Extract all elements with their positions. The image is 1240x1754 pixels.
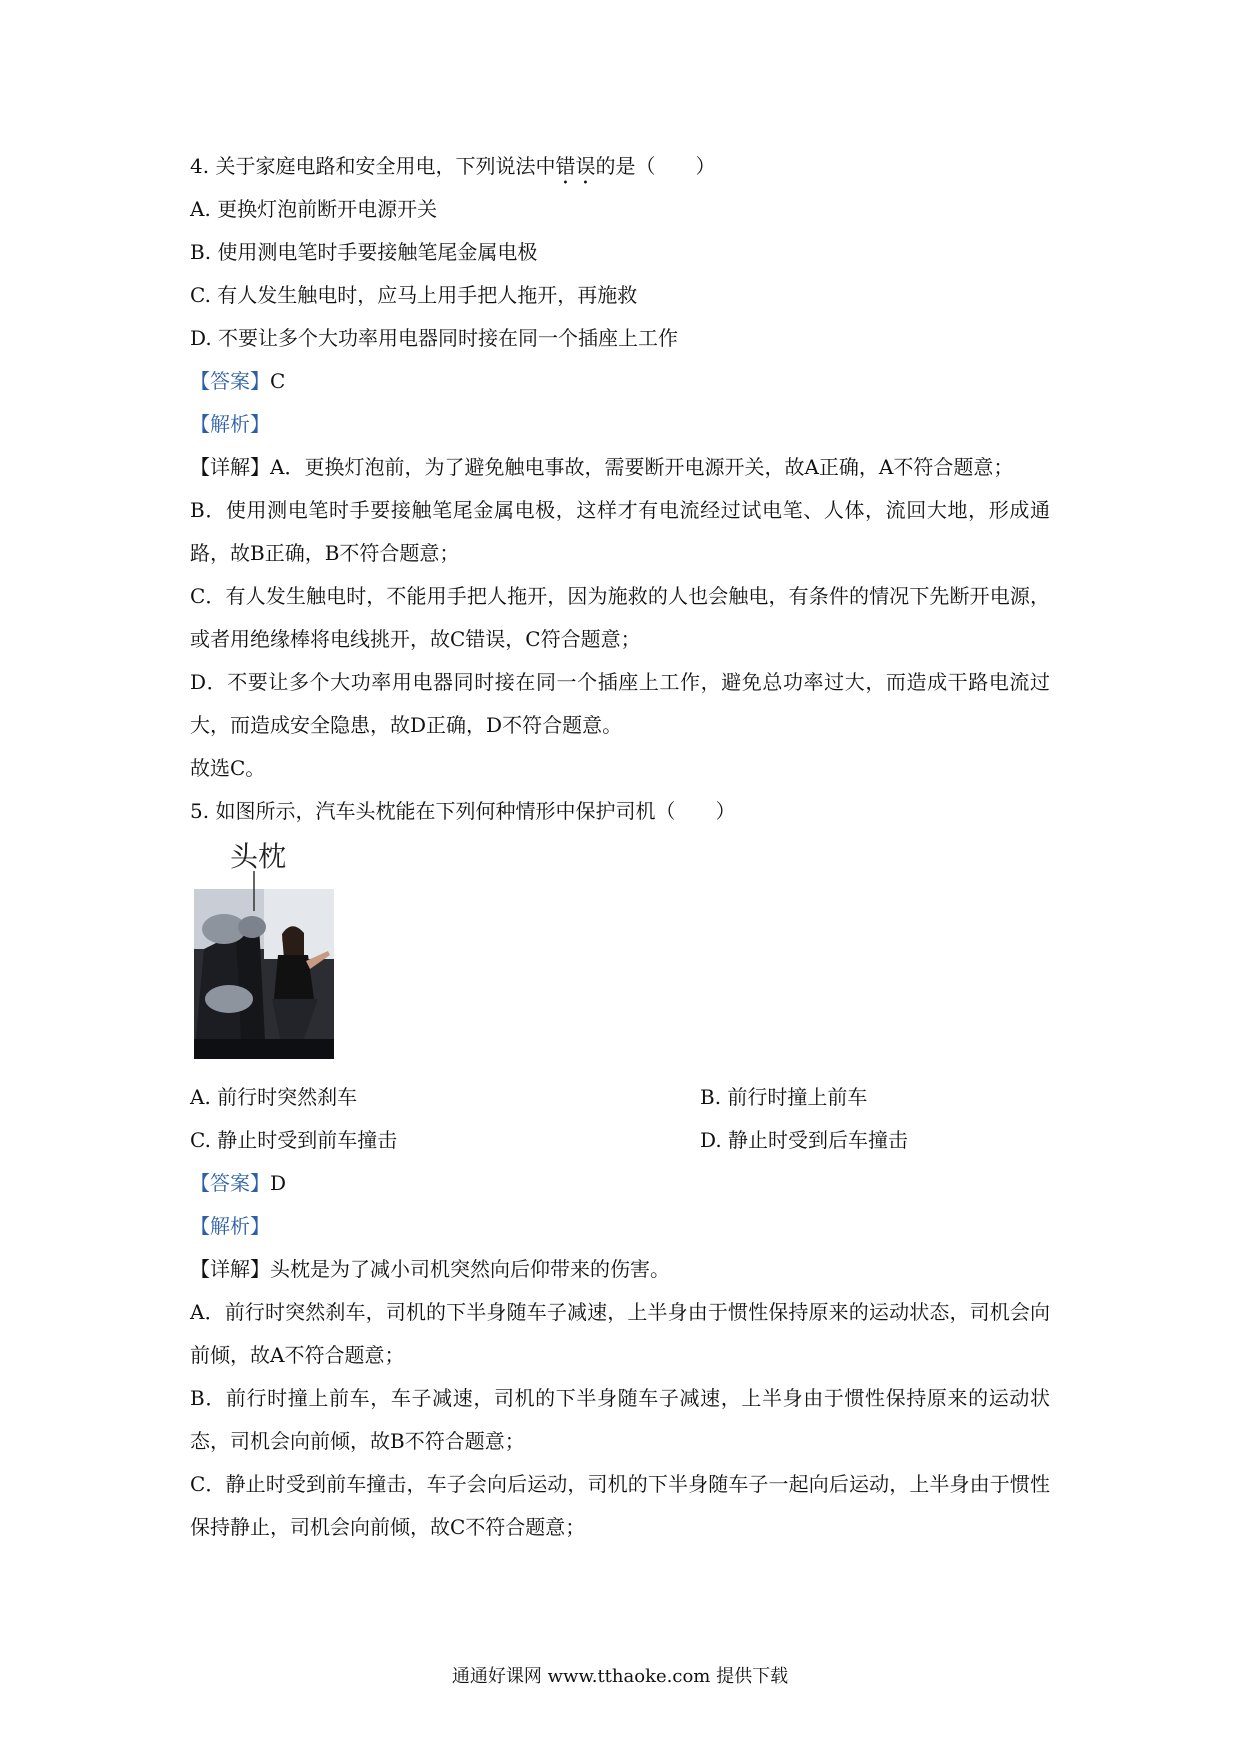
q5-detail-tag: 【详解】 [190,1257,270,1281]
q4-option-b: B. 使用测电笔时手要接触笔尾金属电极 [190,240,538,264]
q4-answer-tag: 【答案】 [190,369,270,393]
q5-detail-b: B．前行时撞上前车，车子减速，司机的下半身随车子减速，上半身由于惯性保持原来的运动状态，司机会向前倾，故B不符合题意； [190,1386,1050,1453]
q4-stem-emphasis: 错误 [555,154,596,178]
headrest-figure [194,835,344,1070]
q5-detail-intro-text: 头枕是为了减小司机突然向后仰带来的伤害。 [270,1257,670,1281]
q5-options-row-1 [190,1076,1050,1119]
q4-stem [190,145,1050,188]
q4-analysis [190,403,1050,446]
q4-answer [190,360,1050,403]
q5-stem: 5. 如图所示，汽车头枕能在下列何种情形中保护司机（ ） [190,799,736,823]
q4-detail-d: D．不要让多个大功率用电器同时接在同一个插座上工作，避免总功率过大，而造成干路电流过大，而造成安全隐患，故D正确，D不符合题意。 [190,670,1050,737]
q4-stem-text: 4. 关于家庭电路和安全用电，下列说法中 [190,154,556,178]
q4-analysis-tag: 【解析】 [190,412,270,436]
q5-answer [190,1162,1050,1205]
q5-answer-value: D [270,1171,287,1195]
q4-detail-tag: 【详解】 [190,455,270,479]
q4-option-a: A. 更换灯泡前断开电源开关 [190,197,438,221]
q5-option-d: D. 静止时受到后车撞击 [700,1128,909,1152]
q5-analysis-tag: 【解析】 [190,1214,270,1238]
q4-conclusion: 故选C。 [190,756,266,780]
q5-answer-tag: 【答案】 [190,1171,270,1195]
q4-stem-tail: 的是（ ） [595,154,716,178]
q5-detail-intro [190,1248,1050,1291]
q5-option-b: B. 前行时撞上前车 [700,1085,868,1109]
q5-analysis [190,1205,1050,1248]
q4-answer-value: C [270,369,286,393]
label-pointer-line [252,871,256,911]
q5-option-a: A. 前行时突然刹车 [190,1085,358,1109]
q4-option-c: C. 有人发生触电时，应马上用手把人拖开，再施救 [190,283,638,307]
q5-detail-a: A．前行时突然刹车，司机的下半身随车子减速，上半身由于惯性保持原来的运动状态，司机会向前倾，故A不符合题意； [190,1300,1050,1367]
q5-option-c: C. 静止时受到前车撞击 [190,1128,398,1152]
page-footer: 通通好课网 www.tthaoke.com 提供下载 [451,1666,789,1687]
q5-options-row-2 [190,1119,1050,1162]
car-seat-photo [194,889,334,1059]
q4-detail-c: C．有人发生触电时，不能用手把人拖开，因为施救的人也会触电，有条件的情况下先断开电源，或者用绝缘棒将电线挑开，故C错误，C符合题意； [190,584,1050,651]
q5-detail-c: C．静止时受到前车撞击，车子会向后运动，司机的下半身随车子一起向后运动，上半身由于惯性保持静止，司机会向前倾，故C不符合题意； [190,1472,1050,1539]
q4-option-d: D. 不要让多个大功率用电器同时接在同一个插座上工作 [190,326,679,350]
q4-detail-a-text: A．更换灯泡前，为了避免触电事故，需要断开电源开关，故A正确，A不符合题意； [270,455,1014,479]
figure-label: 头枕 [230,840,287,873]
page-content [190,145,1050,1549]
q4-detail-b: B．使用测电笔时手要接触笔尾金属电极，这样才有电流经过试电笔、人体，流回大地，形成通路，故B正确，B不符合题意； [190,498,1050,565]
q4-detail-a [190,446,1050,489]
